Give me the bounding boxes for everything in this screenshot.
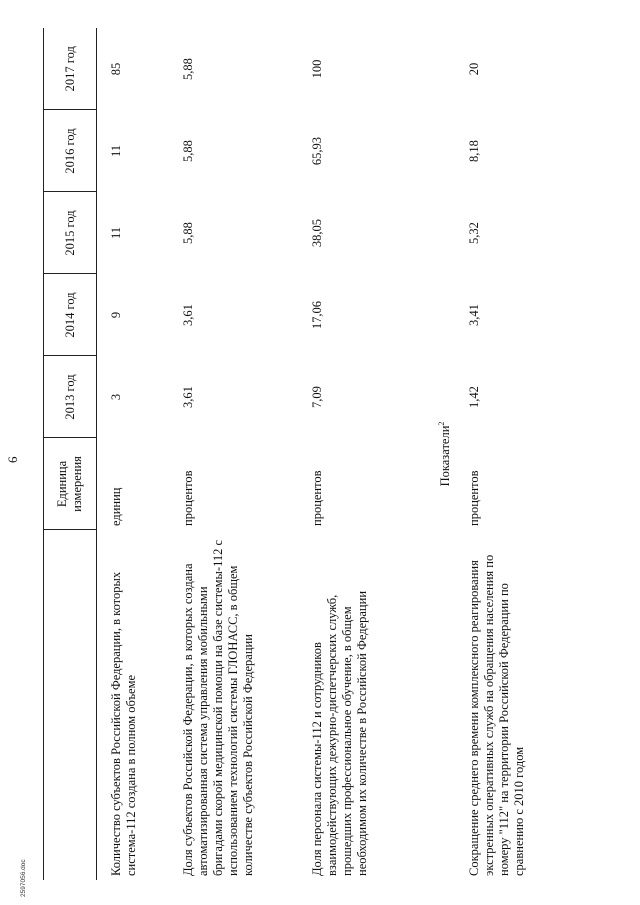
value-2016: 5,88	[181, 140, 195, 162]
value-2014: 3,41	[467, 304, 482, 326]
indicator-name: Сокращение среднего времени комплексного реагирования экстренных оперативных служб на обращения населения по номеру "112" на территории Российской Федерации по сравнению с 2010 годом	[467, 554, 527, 876]
indicator-unit: единиц	[109, 487, 123, 526]
header-2015: 2015 год	[44, 192, 97, 274]
indicator-unit: процентов	[467, 470, 482, 526]
header-2016: 2016 год	[44, 110, 97, 192]
table-row	[97, 28, 170, 880]
footnote-marker: 2	[437, 421, 446, 426]
table-row	[298, 28, 422, 880]
indicator-unit: процентов	[181, 470, 195, 526]
indicator-name: Доля субъектов Российской Федерации, в которых создана автоматизированная система управления мобильными бригадами скорой медицинской помощи на базе системы-112 с использованием технологий системы ГЛОНАСС, в общем количестве субъектов Российской Федерации	[181, 539, 255, 876]
value-2013: 1,42	[467, 386, 482, 408]
value-2014: 9	[109, 311, 123, 319]
table-row	[169, 28, 298, 880]
section-heading	[422, 28, 455, 880]
value-2015: 5,32	[467, 222, 482, 244]
header-2017: 2017 год	[44, 28, 97, 110]
header-2013: 2013 год	[44, 356, 97, 438]
indicators-table	[43, 28, 602, 880]
value-2016: 8,18	[467, 140, 482, 162]
value-2017: 5,88	[181, 58, 195, 80]
indicator-name: Доля персонала системы-112 и сотрудников взаимодействующих дежурно-диспетчерских служб, прошедших профессиональное обучение, в общем необходимом их количестве в Российской Федерации	[310, 590, 369, 876]
value-2013: 3,61	[181, 386, 195, 408]
value-2013: 3	[109, 393, 123, 401]
file-name: 2597056.doc	[20, 859, 27, 897]
table-row	[455, 28, 602, 880]
section-heading-row	[422, 28, 455, 880]
value-2017: 85	[109, 62, 123, 76]
value-2013: 7,09	[310, 386, 324, 408]
value-2017: 100	[310, 59, 324, 79]
value-2015: 5,88	[181, 222, 195, 244]
header-2014: 2014 год	[44, 274, 97, 356]
value-2017: 20	[467, 62, 482, 76]
page-number: 6	[5, 456, 20, 463]
indicator-unit: процентов	[310, 470, 324, 526]
value-2016: 65,93	[310, 136, 324, 166]
value-2016: 11	[109, 144, 123, 158]
value-2014: 3,61	[181, 304, 195, 326]
value-2014: 17,06	[310, 300, 324, 330]
header-indicator	[44, 530, 97, 880]
section-label: Показатели	[438, 425, 453, 487]
value-2015: 38,05	[310, 218, 324, 248]
header-unit: Единица измерения	[44, 438, 97, 530]
table-header-row	[44, 28, 97, 880]
indicator-name: Количество субъектов Российской Федерации, в которых система-112 создана в полном объеме	[109, 571, 138, 876]
value-2015: 11	[109, 226, 123, 240]
